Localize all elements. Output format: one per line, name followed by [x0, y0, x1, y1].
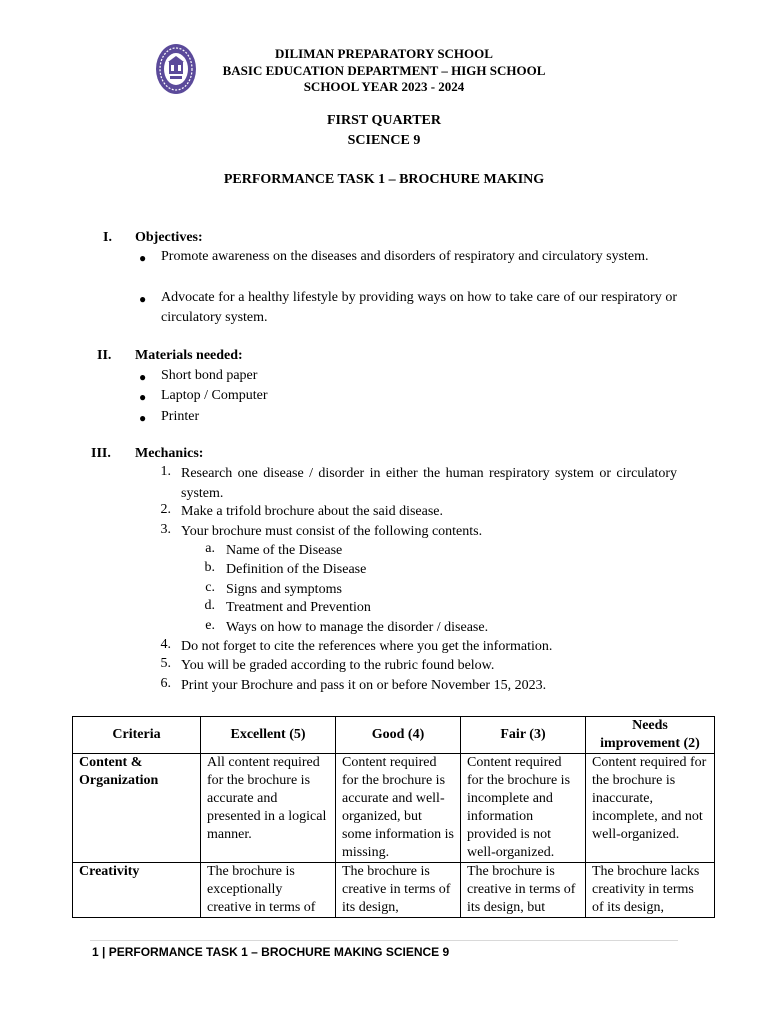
step-number: 4.: [160, 637, 171, 652]
rubric-header-cell: Excellent (5): [201, 717, 336, 754]
rubric-cell: Content required for the brochure is inaccurate, incomplete, and not well-organized.: [586, 754, 715, 863]
rubric-cell: The brochure lacks creativity in terms of its design,: [586, 863, 715, 918]
section-numeral: III.: [91, 446, 111, 461]
section-title-mechanics: Mechanics:: [135, 446, 204, 461]
rubric-header-row: [73, 717, 715, 754]
material-item: Printer: [161, 409, 200, 424]
rubric-cell: The brochure is creative in terms of its design, but: [461, 863, 586, 918]
rubric-cell: Content required for the brochure is accurate and well-organized, but some information is missing.: [336, 754, 461, 863]
sub-letter: c.: [205, 580, 215, 595]
rubric-header-cell: Good (4): [336, 717, 461, 754]
sub-letter: e.: [205, 618, 215, 633]
mechanics-step: Do not forget to cite the references where you get the information.: [181, 639, 553, 654]
mechanics-step: Print your Brochure and pass it on or before November 15, 2023.: [181, 678, 547, 693]
table-row: [73, 754, 715, 863]
rubric-header-cell: Needs improvement (2): [586, 717, 715, 754]
material-item: Short bond paper: [161, 368, 258, 383]
bullet-dot-icon: ●: [139, 292, 147, 306]
bullet-dot-icon: ●: [139, 251, 147, 265]
school-year: SCHOOL YEAR 2023 - 2024: [303, 79, 465, 94]
step-number: 3.: [160, 522, 171, 537]
rubric-header-cell: Fair (3): [461, 717, 586, 754]
rubric-table: [72, 716, 715, 918]
step-number: 1.: [160, 464, 171, 479]
page-footer: 1 | PERFORMANCE TASK 1 – BROCHURE MAKING SCIENCE 9: [92, 945, 450, 959]
mechanics-step: You will be graded according to the rubric found below.: [181, 658, 495, 673]
bullet-dot-icon: ●: [139, 411, 147, 425]
bullet-dot-icon: ●: [139, 390, 147, 404]
rubric-cell: The brochure is exceptionally creative in terms of: [201, 863, 336, 918]
section-numeral: II.: [97, 348, 112, 363]
mechanics-step: Your brochure must consist of the following contents.: [181, 524, 483, 539]
sub-letter: d.: [204, 598, 215, 613]
content-sub-item: Definition of the Disease: [226, 562, 367, 577]
subject-title: SCIENCE 9: [347, 133, 421, 148]
rubric-criteria-cell: Content & Organization: [73, 754, 201, 863]
objective-item: Promote awareness on the diseases and disorders of respiratory and circulatory system.: [161, 249, 649, 264]
step-number: 5.: [160, 656, 171, 671]
department-name: BASIC EDUCATION DEPARTMENT – HIGH SCHOOL: [222, 63, 546, 78]
mechanics-step: Make a trifold brochure about the said disease.: [181, 504, 444, 519]
content-sub-item: Ways on how to manage the disorder / disease.: [226, 620, 489, 635]
objective-item: Advocate for a healthy lifestyle by providing ways on how to take care of our respiratory or circulatory system.: [161, 290, 677, 325]
footer-divider: [90, 940, 678, 941]
table-row: [73, 863, 715, 918]
task-title: PERFORMANCE TASK 1 – BROCHURE MAKING: [223, 172, 545, 187]
section-title-objectives: Objectives:: [135, 230, 203, 245]
content-sub-item: Treatment and Prevention: [226, 600, 371, 615]
quarter-title: FIRST QUARTER: [327, 113, 441, 128]
bullet-dot-icon: ●: [139, 370, 147, 384]
rubric-cell: Content required for the brochure is incomplete and information provided is not well-organized.: [461, 754, 586, 863]
sub-letter: a.: [205, 541, 215, 556]
step-number: 6.: [160, 676, 171, 691]
rubric-criteria-cell: Creativity: [73, 863, 201, 918]
mechanics-step: Research one disease / disorder in either the human respiratory system or circulatory system.: [181, 466, 677, 501]
section-title-materials: Materials needed:: [135, 348, 243, 363]
rubric-cell: All content required for the brochure is accurate and presented in a logical manner.: [201, 754, 336, 863]
content-sub-item: Name of the Disease: [226, 543, 343, 558]
section-numeral: I.: [103, 230, 112, 245]
school-name: DILIMAN PREPARATORY SCHOOL: [275, 46, 493, 61]
rubric-cell: The brochure is creative in terms of its design,: [336, 863, 461, 918]
content-sub-item: Signs and symptoms: [226, 582, 342, 597]
material-item: Laptop / Computer: [161, 388, 268, 403]
step-number: 2.: [160, 502, 171, 517]
sub-letter: b.: [204, 560, 215, 575]
rubric-header-cell: Criteria: [73, 717, 201, 754]
